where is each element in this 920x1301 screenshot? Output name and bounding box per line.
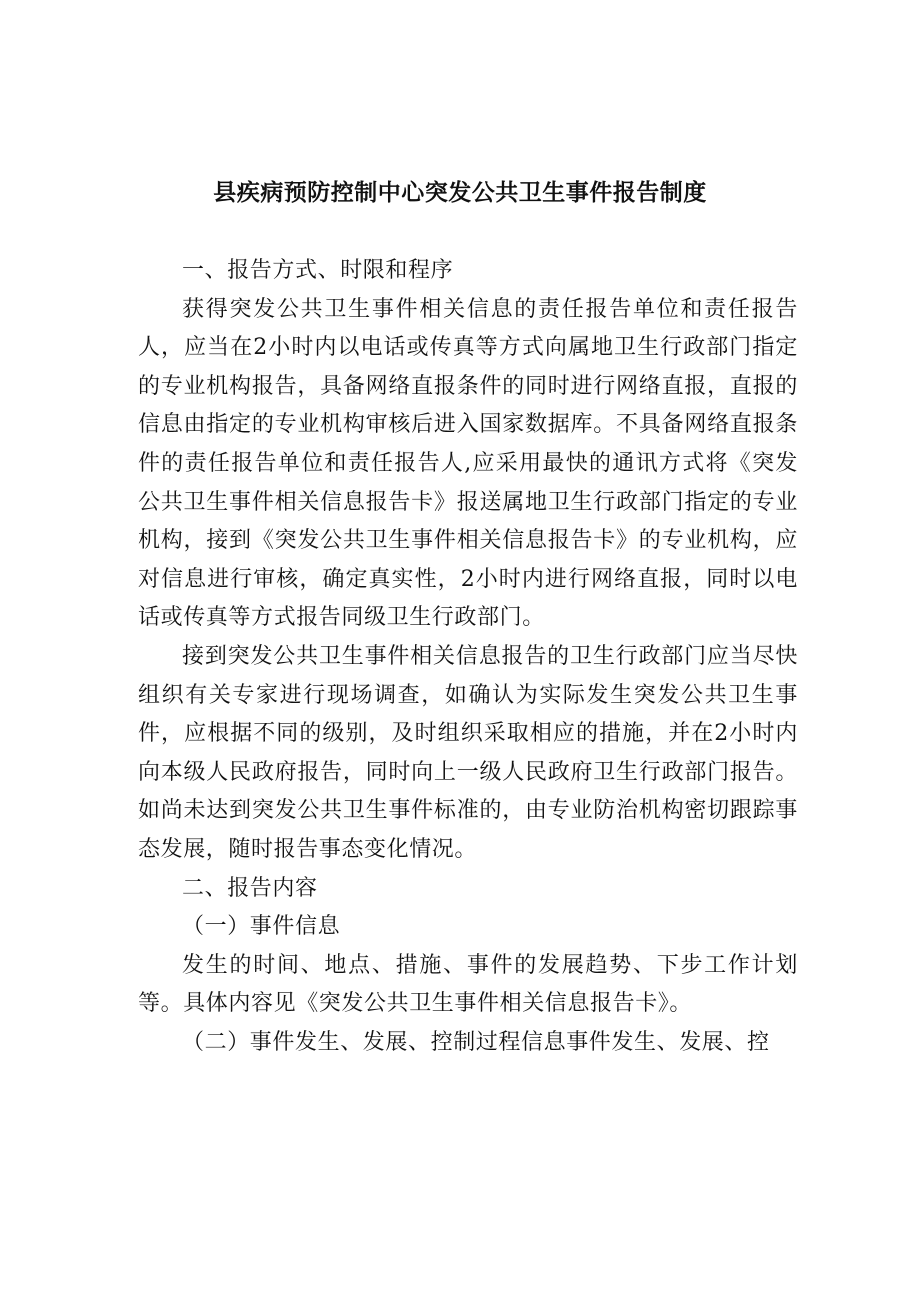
document-body bbox=[138, 252, 798, 1062]
subsection-heading-1: （一）事件信息 bbox=[182, 914, 341, 940]
section-heading-2: 二、报告内容 bbox=[182, 875, 318, 901]
section-heading-1: 一、报告方式、时限和程序 bbox=[182, 258, 454, 283]
subsection-1-paragraph: 发生的时间、地点、措施、事件的发展趋势、下步工作计划等。具体内容见《突发公共卫生事件相关信息报告卡》。 bbox=[138, 952, 798, 1017]
subsection-heading-2: （二）事件发生、发展、控制过程信息事件发生、发展、控 bbox=[182, 1029, 770, 1055]
document-title: 县疾病预防控制中心突发公共卫生事件报告制度 bbox=[213, 179, 707, 207]
section-1-paragraph-2: 接到突发公共卫生事件相关信息报告的卫生行政部门应当尽快组织有关专家进行现场调查，如确认为实际发生突发公共卫生事件，应根据不同的级别，及时组织采取相应的措施，并在2小时内向本级人民政府报告，同时向上一级人民政府卫生行政部门报告。如尚未达到突发公共卫生事件标准的，由专业防治机构密切跟踪事态发展，随时报告事态变化情况。 bbox=[138, 643, 798, 862]
section-1-paragraph-1: 获得突发公共卫生事件相关信息的责任报告单位和责任报告人，应当在2小时内以电话或传真等方式向属地卫生行政部门指定的专业机构报告，具备网络直报条件的同时进行网络直报，直报的信息由指定的专业机构审核后进入国家数据库。不具备网络直报条件的责任报告单位和责任报告人,应采用最快的通讯方式将《突发公共卫生事件相关信息报告卡》报送属地卫生行政部门指定的专业机构，接到《突发公共卫生事件相关信息报告卡》的专业机构，应对信息进行审核，确定真实性，2小时内进行网络直报，同时以电话或传真等方式报告同级卫生行政部门。 bbox=[138, 296, 798, 631]
